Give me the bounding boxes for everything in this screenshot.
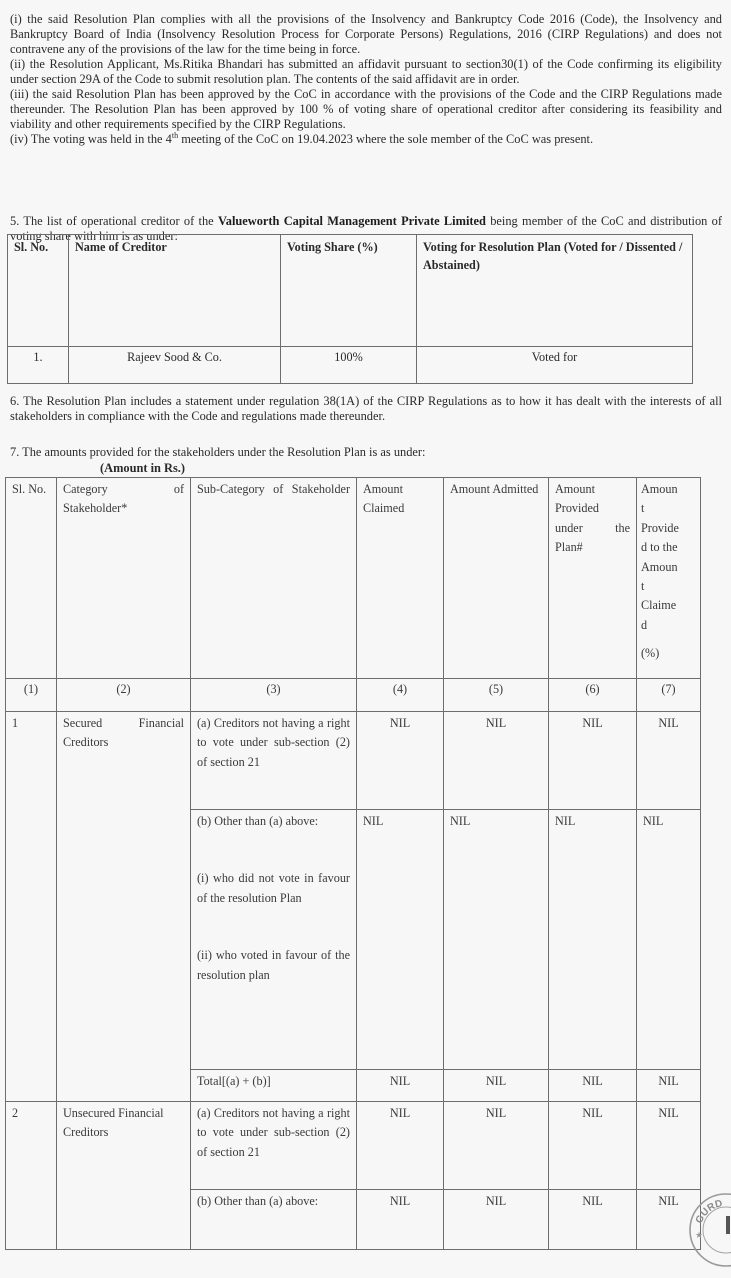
- seal-star-icon: ★: [695, 1231, 704, 1241]
- header-sl-no: Sl. No.: [8, 235, 69, 347]
- cell-creditor-name: Rajeev Sood & Co.: [69, 347, 281, 384]
- header-amount-claimed: Amount Claimed: [357, 478, 444, 679]
- cell-total-claimed: NIL: [357, 1070, 444, 1102]
- cell-sub-category-a: (a) Creditors not having a right to vote under sub-section (2) of section 21: [191, 712, 357, 810]
- section-7: [10, 445, 722, 460]
- table-row: [8, 347, 693, 384]
- cell-amount-provided: NIL: [549, 1102, 637, 1190]
- header-amount-admitted: Amount Admitted: [444, 478, 549, 679]
- clause-iv-superscript: th: [171, 130, 179, 140]
- cell-total-admitted: NIL: [444, 1070, 549, 1102]
- header-amount-pct: [637, 478, 701, 679]
- header-amount-provided-line-2: under the Plan#: [555, 520, 630, 555]
- cell-amount-claimed: NIL: [357, 712, 444, 810]
- clause-iv: [10, 132, 722, 147]
- company-name: Valueworth Capital Management Private Limited: [217, 214, 486, 228]
- index-cell: (1): [6, 679, 57, 712]
- voting-table-header-row: [8, 235, 693, 347]
- official-seal-stamp: [688, 1192, 731, 1268]
- section-5-intro: 5. The list of operational creditor of the: [10, 214, 218, 228]
- index-cell: (7): [637, 679, 701, 712]
- cell-amount-claimed: NIL: [357, 1102, 444, 1190]
- section-6: [10, 394, 722, 424]
- header-pct-line: d: [641, 617, 648, 632]
- index-cell: (6): [549, 679, 637, 712]
- header-category: Category of Stakeholder*: [57, 478, 191, 679]
- cell-category: Unsecured Financial Creditors: [57, 1102, 191, 1250]
- cell-amount-claimed: NIL: [357, 810, 444, 1070]
- cell-sub-category-a: (a) Creditors not having a right to vote under sub-section (2) of section 21: [191, 1102, 357, 1190]
- sub-category-b-ii: (ii) who voted in favour of the resolution plan: [197, 948, 350, 982]
- seal-emblem: [726, 1216, 730, 1234]
- voting-share-table: [7, 234, 693, 384]
- header-pct-line: Claime: [641, 598, 677, 613]
- cell-sl-no: 1: [6, 712, 57, 1102]
- header-pct-line: t: [641, 579, 645, 594]
- clause-ii: (ii) the Resolution Applicant, Ms.Ritika Bhandari has submitted an affidavit pursuant to section30(1) of the Code confirming its eligibility under section 29A of the Code to submit resolution plan. The contents of the said affidavit are in order.: [10, 57, 722, 86]
- index-cell: (2): [57, 679, 191, 712]
- clause-iv-text-2: meeting of the CoC on 19.04.2023 where the sole member of the CoC was present.: [178, 132, 594, 146]
- header-pct-line: Amoun: [641, 559, 678, 574]
- cell-sub-category-b: (b) Other than (a) above:: [191, 1190, 357, 1250]
- clauses-block: [10, 12, 722, 147]
- header-sl-no: Sl. No.: [6, 478, 57, 679]
- cell-amount-admitted: NIL: [444, 810, 549, 1070]
- clause-i: (i) the said Resolution Plan complies with all the provisions of the Insolvency and Bankruptcy Code 2016 (Code), the Insolvency and Bankruptcy Board of India (Insolvency Resolution Process for Corporate Persons) Regulations, 2016 (CIRP Regulations) and does not contravene any of the provisions of the law for the time being in force.: [10, 12, 722, 56]
- table-row: [6, 1102, 701, 1190]
- cell-sl-no: 2: [6, 1102, 57, 1250]
- header-sub-category: Sub-Category of Stakeholder: [191, 478, 357, 679]
- header-pct-line: Provide: [641, 520, 679, 535]
- table-row: [6, 712, 701, 810]
- section-7-text: 7. The amounts provided for the stakeholders under the Resolution Plan is as under:: [10, 445, 426, 459]
- cell-vote: Voted for: [417, 347, 693, 384]
- cell-voting-share: 100%: [281, 347, 417, 384]
- section-5-outro: being member of the CoC and distribution of voting share with him is as under:: [10, 214, 722, 243]
- header-amount-provided-line-1: Amount Provided: [555, 482, 600, 516]
- index-cell: (3): [191, 679, 357, 712]
- cell-amount-admitted: NIL: [444, 1190, 549, 1250]
- header-pct-line: d to the: [641, 540, 678, 555]
- cell-total-label: Total[(a) + (b)]: [191, 1070, 357, 1102]
- cell-sl-no: 1.: [8, 347, 69, 384]
- seal-text: GURD: [693, 1198, 724, 1226]
- cell-amount-claimed: NIL: [357, 1190, 444, 1250]
- sub-category-b-label: (b) Other than (a) above:: [197, 814, 319, 828]
- cell-total-provided: NIL: [549, 1070, 637, 1102]
- cell-total-pct: NIL: [637, 1070, 701, 1102]
- cell-amount-pct: NIL: [637, 1190, 701, 1250]
- clause-iv-text-1: (iv) The voting was held in the 4: [10, 132, 172, 146]
- cell-category: Secured Financial Creditors: [57, 712, 191, 1102]
- column-index-row: [6, 679, 701, 712]
- header-name-of-creditor: Name of Creditor: [69, 235, 281, 347]
- cell-amount-pct: NIL: [637, 810, 701, 1070]
- cell-amount-pct: NIL: [637, 1102, 701, 1190]
- amount-unit-label: (Amount in Rs.): [100, 461, 186, 475]
- header-voting-for-plan: Voting for Resolution Plan (Voted for / Dissented / Abstained): [417, 235, 693, 347]
- index-cell: (4): [357, 679, 444, 712]
- header-voting-share: Voting Share (%): [281, 235, 417, 347]
- cell-amount-provided: NIL: [549, 712, 637, 810]
- amounts-header-row: [6, 478, 701, 679]
- clause-iii: (iii) the said Resolution Plan has been approved by the CoC in accordance with the provisions of the Code and the CIRP Regulations made thereunder. The Resolution Plan has been approved by 100 % of voting share of operational creditor after considering its feasibility and viability and other requirements specified by the CIRP Regulations.: [10, 87, 722, 131]
- stakeholder-amounts-table: [5, 477, 704, 1250]
- header-pct-line: t: [641, 501, 645, 516]
- cell-amount-admitted: NIL: [444, 712, 549, 810]
- cell-amount-provided: NIL: [549, 810, 637, 1070]
- header-pct-unit: (%): [641, 646, 660, 661]
- header-amount-provided: [549, 478, 637, 679]
- cell-sub-category-b: [191, 810, 357, 1070]
- sub-category-b-i: (i) who did not vote in favour of the resolution Plan: [197, 871, 350, 905]
- section-6-text: 6. The Resolution Plan includes a statement under regulation 38(1A) of the CIRP Regulations as to how it has dealt with the interests of all stakeholders in compliance with the Code and regulations made thereunder.: [10, 394, 722, 423]
- cell-amount-provided: NIL: [549, 1190, 637, 1250]
- cell-amount-pct: NIL: [637, 712, 701, 810]
- header-pct-line: Amoun: [641, 482, 678, 496]
- cell-amount-admitted: NIL: [444, 1102, 549, 1190]
- index-cell: (5): [444, 679, 549, 712]
